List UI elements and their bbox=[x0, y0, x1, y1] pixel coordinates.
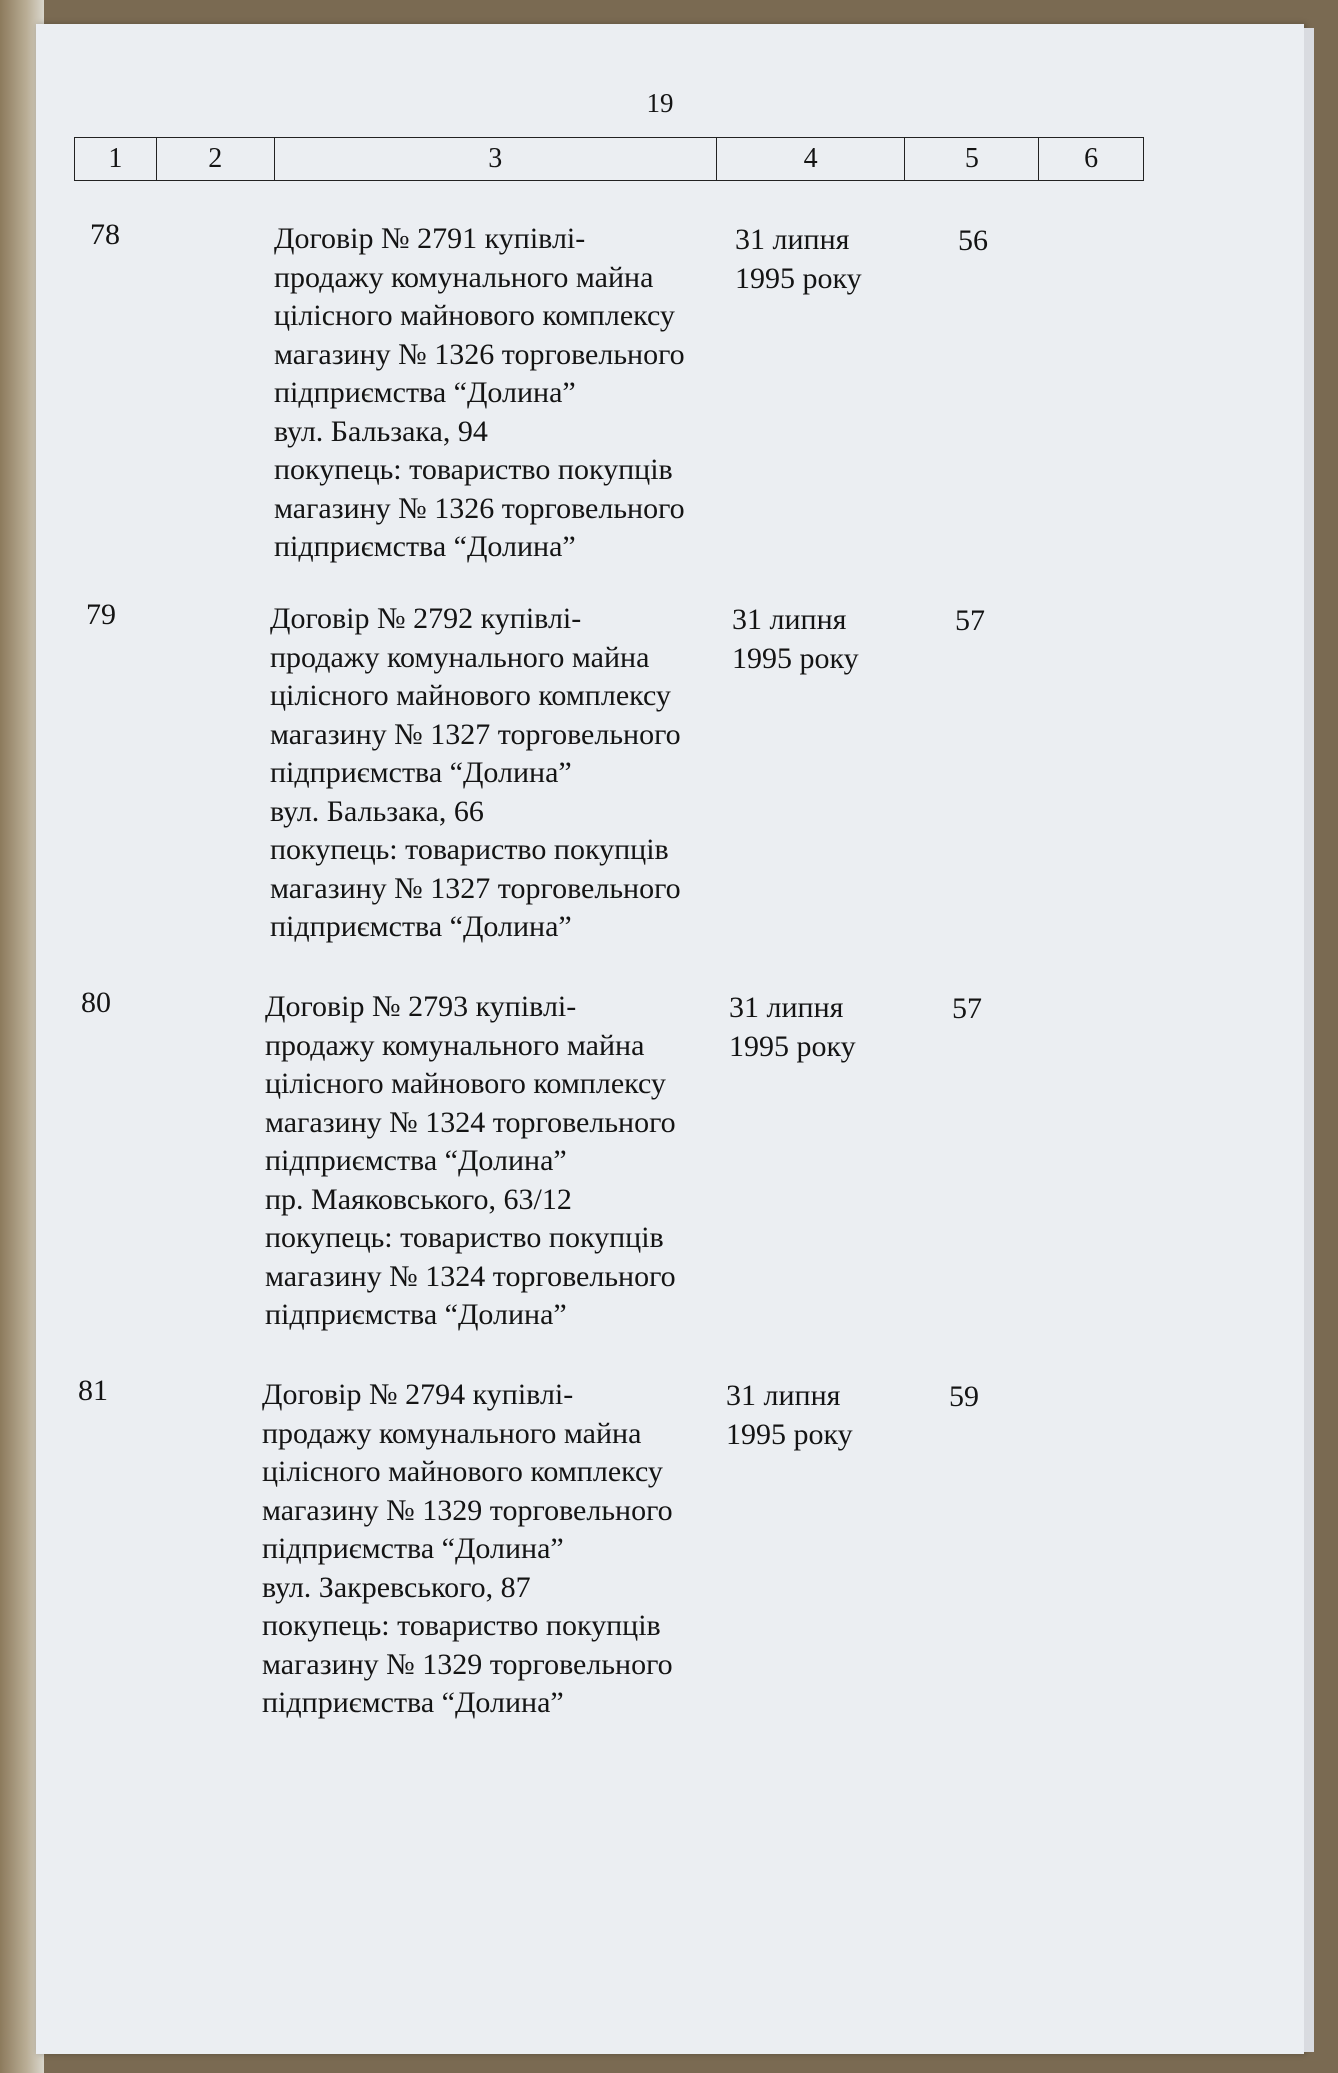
column-header-1: 1 bbox=[75, 138, 157, 180]
description-line: магазину № 1326 торговельного bbox=[274, 337, 685, 371]
description-line: продажу комунального майна bbox=[270, 640, 650, 674]
record-date bbox=[732, 601, 859, 678]
description-line: продажу комунального майна bbox=[274, 260, 654, 294]
record-description bbox=[274, 220, 685, 567]
column-header-4: 4 bbox=[717, 138, 906, 180]
record-number: 80 bbox=[81, 986, 111, 1019]
description-line: підприємства “Долина” bbox=[265, 1144, 567, 1177]
description-line: підприємства “Долина” bbox=[262, 1686, 564, 1719]
description-line: магазину № 1324 торговельного bbox=[265, 1259, 676, 1293]
date-line: 1995 року bbox=[732, 641, 859, 675]
date-line: 1995 року bbox=[735, 261, 862, 295]
description-line: магазину № 1329 торговельного bbox=[262, 1647, 673, 1681]
column-header-row bbox=[74, 137, 1144, 181]
column-header-2: 2 bbox=[157, 138, 275, 180]
description-line: цілісного майнового комплексу bbox=[270, 679, 671, 712]
description-line: магазину № 1327 торговельного bbox=[270, 871, 681, 905]
record-date bbox=[729, 989, 856, 1066]
record-page: 59 bbox=[949, 1380, 979, 1413]
description-line: магазину № 1327 торговельного bbox=[270, 717, 681, 751]
record-description bbox=[262, 1376, 673, 1723]
description-line: вул. Закревського, 87 bbox=[262, 1570, 531, 1604]
description-line: цілісного майнового комплексу bbox=[262, 1455, 663, 1488]
description-line: магазину № 1329 торговельного bbox=[262, 1493, 673, 1527]
date-line: 31 липня bbox=[735, 223, 850, 256]
description-line: покупець: товариство покупців bbox=[274, 453, 673, 486]
description-line: підприємства “Долина” bbox=[274, 376, 576, 409]
description-line: цілісного майнового комплексу bbox=[274, 299, 675, 332]
description-line: магазину № 1324 торговельного bbox=[265, 1105, 676, 1139]
description-line: Договір № 2793 купівлі- bbox=[265, 990, 577, 1023]
description-line: вул. Бальзака, 66 bbox=[270, 794, 484, 828]
column-header-3: 3 bbox=[275, 138, 717, 180]
page-number: 19 bbox=[646, 88, 674, 118]
record-date bbox=[726, 1377, 853, 1454]
record-number: 78 bbox=[90, 218, 120, 251]
record-page: 57 bbox=[952, 992, 982, 1025]
description-line: магазину № 1326 торговельного bbox=[274, 491, 685, 525]
description-line: покупець: товариство покупців bbox=[265, 1221, 664, 1254]
description-line: Договір № 2791 купівлі- bbox=[274, 222, 586, 255]
record-date bbox=[735, 221, 862, 298]
record-description bbox=[265, 988, 676, 1335]
date-line: 1995 року bbox=[726, 1417, 853, 1451]
record-page: 57 bbox=[955, 604, 985, 637]
description-line: Договір № 2794 купівлі- bbox=[262, 1378, 574, 1411]
record-description bbox=[270, 600, 681, 947]
record-number: 79 bbox=[86, 598, 116, 631]
column-header-6: 6 bbox=[1084, 143, 1099, 174]
description-line: покупець: товариство покупців bbox=[262, 1609, 661, 1642]
page-edge bbox=[1304, 28, 1314, 2052]
description-line: підприємства “Долина” bbox=[262, 1532, 564, 1565]
description-line: Договір № 2792 купівлі- bbox=[270, 602, 582, 635]
description-line: підприємства “Долина” bbox=[270, 910, 572, 943]
column-header-5: 5 bbox=[905, 138, 1039, 180]
description-line: підприємства “Долина” bbox=[265, 1298, 567, 1331]
description-line: продажу комунального майна bbox=[262, 1416, 642, 1450]
description-line: покупець: товариство покупців bbox=[270, 833, 669, 866]
date-line: 31 липня bbox=[732, 603, 847, 636]
description-line: цілісного майнового комплексу bbox=[265, 1067, 666, 1100]
description-line: продажу комунального майна bbox=[265, 1028, 645, 1062]
date-line: 31 липня bbox=[726, 1379, 841, 1412]
description-line: підприємства “Долина” bbox=[274, 530, 576, 563]
date-line: 31 липня bbox=[729, 991, 844, 1024]
record-number: 81 bbox=[78, 1374, 108, 1407]
description-line: вул. Бальзака, 94 bbox=[274, 414, 488, 448]
date-line: 1995 року bbox=[729, 1029, 856, 1063]
description-line: підприємства “Долина” bbox=[270, 756, 572, 789]
description-line: пр. Маяковського, 63/12 bbox=[265, 1182, 572, 1216]
record-page: 56 bbox=[958, 224, 988, 257]
